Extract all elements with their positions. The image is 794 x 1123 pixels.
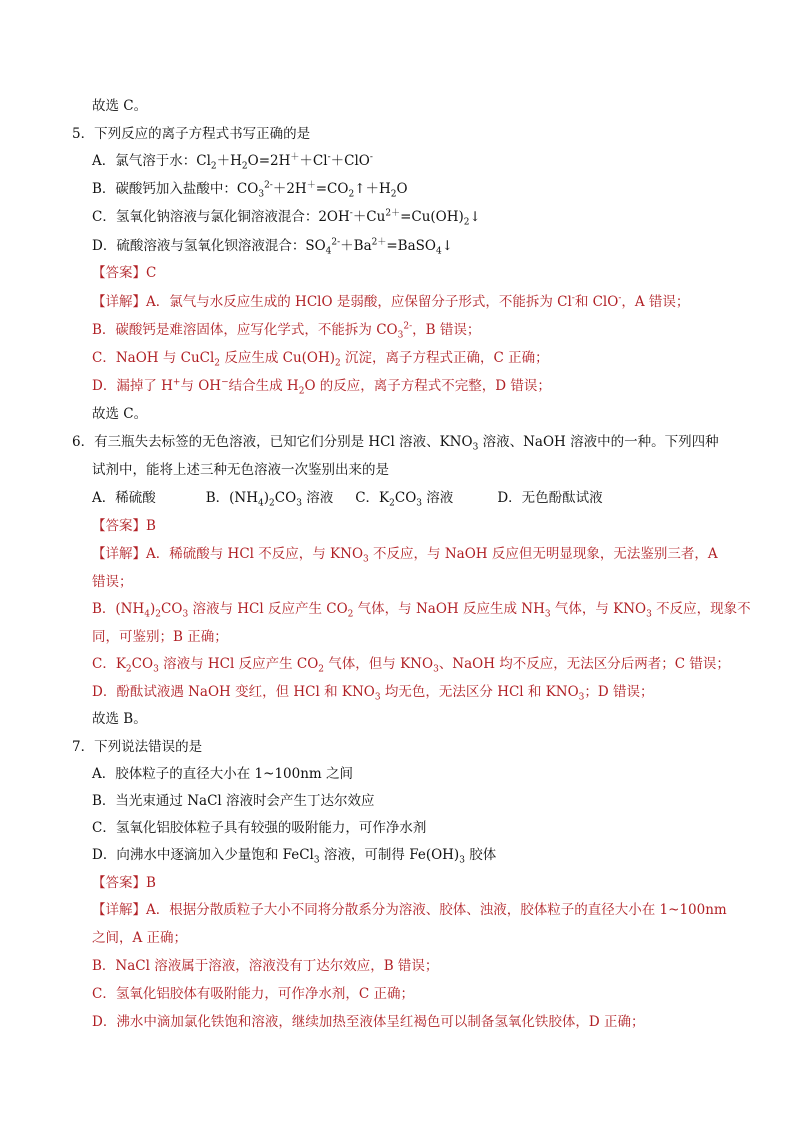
solution-line: D．酚酞试液遇 NaOH 变红，但 HCl 和 $KNO_3$ 均无色，无法区分 HCl 和 $KNO_3$；D 错误； — [92, 684, 654, 703]
question-line: 6．有三瓶失去标签的无色溶液，已知它们分别是 HCl 溶液、$KNO_3$ 溶液、NaOH 溶液中的一种。下列四种 — [72, 434, 719, 453]
solution-line: 错误； — [92, 574, 133, 590]
text-line: A．氯气溶于水：$Cl_2+H_2O=2H^++Cl^-+ClO^-$ — [92, 152, 373, 172]
solution-line: D．漏掉了 H+与 OH−结合生成 $H_2O$ 的反应，离子方程式不完整，D 错误； — [92, 377, 551, 397]
text-line: B．碳酸钙加入盐酸中：$CO_3^{2-}+2H^+=CO_2↑+H_2O$ — [92, 180, 408, 200]
question-line: 7．下列说法错误的是 — [72, 739, 203, 755]
solution-line: C．氢氧化铝胶体有吸附能力，可作净水剂，C 正确； — [92, 986, 414, 1002]
text-line: A．稀硫酸 B．$(NH_4)_2CO_3$ 溶液 C．$K_2CO_3$ 溶液 D．无色酚酞试液 — [92, 490, 603, 509]
solution-line: 【答案】B — [92, 518, 156, 534]
solution-line: 【答案】B — [92, 875, 156, 891]
text-line: D．硫酸溶液与氢氧化钡溶液混合：$SO_4^{2-}+Ba^{2+}=BaSO_4↓$ — [92, 237, 454, 257]
text-line: 故选 B。 — [92, 711, 147, 727]
solution-line: 【详解】A．稀硫酸与 HCl 不反应，与 $KNO_3$ 不反应，与 NaOH 反应但无明显现象，无法鉴别三者，A — [92, 546, 718, 565]
solution-line: 【详解】A．根据分散质粒子大小不同将分散系分为溶液、胶体、浊液，胶体粒子的直径大小在 1~100nm — [92, 902, 727, 918]
solution-line: 之间，A 正确； — [92, 930, 188, 946]
solution-line: 【详解】A．氯气与水反应生成的 HClO 是弱酸，应保留分子形式，不能拆为 Cl-和 ClO-，A 错误； — [92, 293, 690, 310]
solution-line: C．NaOH 与 CuCl$_2$ 反应生成 $Cu(OH)_2$ 沉淀，离子方程式正确，C 正确； — [92, 350, 549, 369]
solution-line: 【答案】C — [92, 265, 157, 281]
text-line: D．向沸水中逐滴加入少量饱和 FeCl$_3$ 溶液，可制得 $Fe(OH)_3$ 胶体 — [92, 847, 497, 866]
text-line: 故选 C。 — [92, 406, 148, 422]
text-line: B．当光束通过 NaCl 溶液时会产生丁达尔效应 — [92, 793, 375, 809]
text-line: 试剂中，能将上述三种无色溶液一次鉴别出来的是 — [92, 462, 389, 478]
solution-line: 同，可鉴别；B 正确； — [92, 629, 228, 645]
text-line: C．氢氧化铝胶体粒子具有较强的吸附能力，可作净水剂 — [92, 820, 427, 836]
text-line: C．氢氧化钠溶液与氯化铜溶液混合：$2OH^-+Cu^{2+}=Cu(OH)_2↓$ — [92, 208, 481, 228]
solution-line: B．$(NH_4)_2CO_3$ 溶液与 HCl 反应产生 $CO_2$ 气体，与 NaOH 反应生成 $NH_3$ 气体，与 $KNO_3$ 不反应，现象不 — [92, 601, 751, 620]
text-line: A．胶体粒子的直径大小在 1~100nm 之间 — [92, 766, 353, 782]
solution-line: D．沸水中滴加氯化铁饱和溶液，继续加热至液体呈红褐色可以制备氢氧化铁胶体，D 正确； — [92, 1014, 645, 1030]
text-line: 故选 C。 — [92, 98, 148, 114]
solution-line: B．NaCl 溶液属于溶液，溶液没有丁达尔效应，B 错误； — [92, 958, 439, 974]
question-line: 5．下列反应的离子方程式书写正确的是 — [72, 126, 311, 142]
solution-line: B．碳酸钙是难溶固体，应写化学式，不能拆为 $CO_3^{2-}$，B 错误； — [92, 321, 481, 341]
solution-line: C．$K_2CO_3$ 溶液与 HCl 反应产生 $CO_2$ 气体，但与 $KNO_3$、NaOH 均不反应，无法区分后两者；C 错误； — [92, 656, 730, 675]
